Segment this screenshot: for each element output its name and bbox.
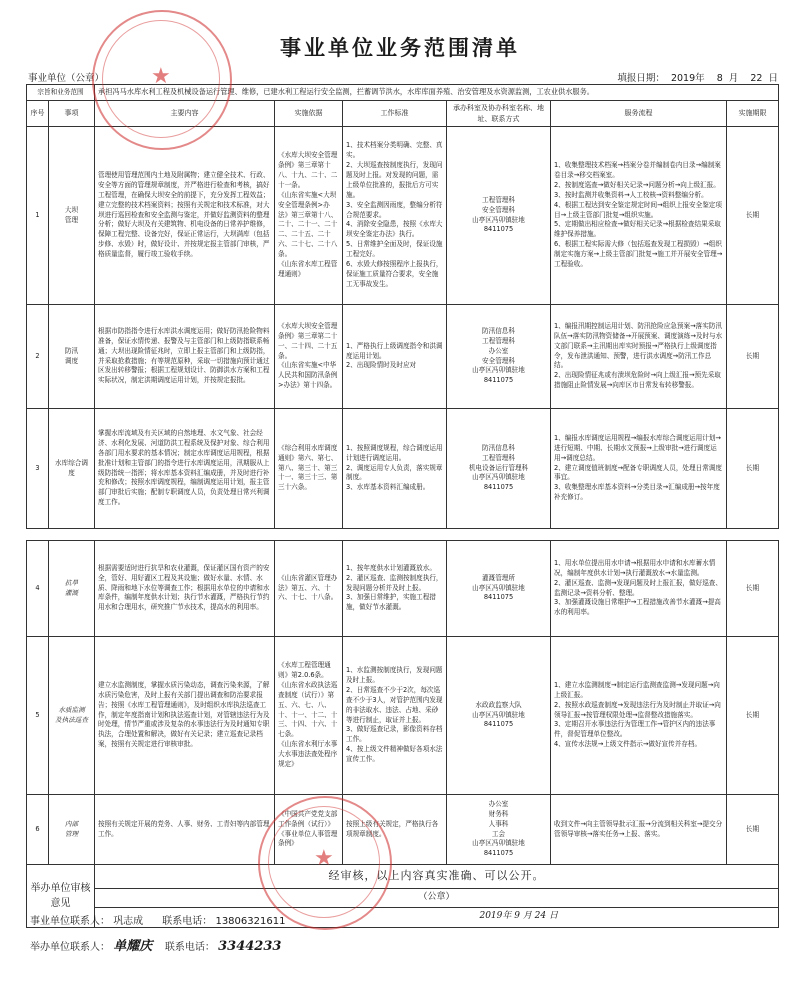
- row-basis: 《综合利用水库调度通则》第六、第七、第八、第三十、第三十一、第三十三、第三十六条。: [275, 409, 343, 529]
- row-basis: 《水库大坝安全管理条例》第三章第十八、十九、二十、二十一条。 《山东省实施<大坝安全管理条例>办法》第三章第十八、二十、二十一、二十二、二十五、二十六、二十七、二十八条。 《山东省水库工程管理通则》: [275, 127, 343, 305]
- approval-date: 2019年 9 月 24 日: [95, 907, 779, 927]
- host-contact-signature: 单耀庆: [113, 939, 153, 954]
- unit-contact-label: 事业单位联系人：: [30, 916, 110, 927]
- row-item: 水质监测 及执法巡查: [49, 637, 95, 795]
- header-seq: 序号: [27, 101, 49, 127]
- table-row: [27, 795, 779, 865]
- row-tasks: 1、按年度供水计划灌溉放水。 2、灌区巡查、监测按制度执行，发现问题分析并及时上报。 3、加强日常维护，实施工程措施，做好节水灌溉。: [343, 541, 447, 637]
- header-content: 主要内容: [95, 101, 275, 127]
- header-office: 承办科室及协办科室名称、地址、联系方式: [447, 101, 551, 127]
- scope-text: 承担冯马水库水利工程及机械设备运行管理、维修，已建水利工程运行安全监测，拦蓄调节洪水，水库库面养殖、治安管理及水资源监测，工农业供水服务。: [95, 85, 779, 101]
- approval-seal: （公章）: [95, 889, 779, 908]
- approval-text: 经审核，以上内容真实准确、可以公开。: [95, 865, 779, 889]
- host-contact-label: 举办单位联系人：: [30, 942, 110, 953]
- row-content: 按照有关规定开展的党务、人事、财务、工青妇等内部管理工作。: [95, 795, 275, 865]
- row-item: 防汛 调度: [49, 305, 95, 409]
- row-basis: 《水库大坝安全管理条例》第三章第二十一、二十四、二十五条。 《山东省实施<中华人民共和国防汛条例>办法》第十四条。: [275, 305, 343, 409]
- row-tasks: 1、水监测按制度执行，发现问题及时上报。 2、日常巡查不少于2次，每次巡查不少于3人，对管护范围内发现的非法取水、违法、占地、采砂等进行制止，取证并上报。 3、做好巡查记录，影像资料存档工作。 4、按上级文件精神做好各项水法宣传工作。: [343, 637, 447, 795]
- scope-label: 宗旨和业务范围: [27, 85, 95, 101]
- business-scope-table-top: [26, 84, 779, 529]
- row-process: 1、用水单位提出用水申请→根据用水申请和水库蓄水情况，编制年度供水计划→执行灌溉放水→水量监测。 2、灌区巡查、监测→发现问题及时上报汇报，做好巡查、监测记录→资料分析、整理。 3、加强灌溉设施日常维护→工程措施改善节水灌溉→提高水的利用率。: [551, 541, 727, 637]
- meta-row: [28, 70, 778, 84]
- header-item: 事项: [49, 101, 95, 127]
- row-tasks: 1、严格执行上级调度指令和洪调度运用计划。 2、出现险情时及时应对: [343, 305, 447, 409]
- row-process: 1、编报汛期控制运用计划、防汛抢险应急预案→落实防汛队伍→落实防汛物资储备→开展预案、调度演练→及时与水文部门联系→主汛期出库实时预报→严格执行上级调度指令，发布泄洪通知、预警，进行洪水调度→防汛工作总结。 2、出现险情征兆或有溃坝危险时→向上级汇报→预先采取措施阻止险情发展→向库区市日常发布转移警报。: [551, 305, 727, 409]
- row-process: 1、收集整理技术档案→档案分卷并编制卷内目录→编制案卷目录→移交档案室。 2、按制度巡查→做好相关记录→问题分析→向上级汇报。 3、按时监测并收集资料→人工校核→资料整编分析。 4、根据工程达到安全鉴定规定时间→组织上报安全鉴定项目→上级主管部门批复→组织实施。 5、定期做出相应检查→做好相关记录→根据检查结果采取维护保养措施。 6、根据工程实际需大修（包括巡查发现工程损毁）→组织制定实施方案→上级主管部门批复→施工并开展安全管理→工程验收。: [551, 127, 727, 305]
- table-row: [27, 305, 779, 409]
- row-basis: 《中国共产党党支部工作条例（试行）》 《事业单位人事管理条例》: [275, 795, 343, 865]
- header-basis: 实施依据: [275, 101, 343, 127]
- seal-star-icon: ★: [314, 846, 334, 871]
- table-row: [27, 541, 779, 637]
- row-content: 建立水监测制度，掌握水质污染动态，调查污染来源，了解水质污染危害，及时上报有关部门提出调查和防治要求报告；按照《水库工程管理通则》，及时组织水库执法巡查工作，制定年度指南计划和执法巡查计划，对管辖违法行为及时处理，情节严重或涉及复杂的水事违法行为及时通知专职执法，合理处置和解决，做好有关记录；建立巡查记录档案，按照有关规定进行审核审批。: [95, 637, 275, 795]
- row-tasks: 1、技术档案分类明确、完整、真实。 2、大坝巡查按制度执行，发现问题及时上报。对发现的问题，需上级单位批准的，报批后方可实施。 3、安全监测因雨度，整编分析符合规范要求。 4、消除安全隐患，按照《水库大坝安全鉴定办法》执行。 5、日常维护全面及时，保证设施工程完好。 6、水毁大修按照程序上报执行，保证施工质量符合要求，安全施工无事故发生。: [343, 127, 447, 305]
- row-basis: 《水库工程管理通则》第2.0.6条。 《山东省水政执法巡查制度（试行）》第五、六、七、八、十、十一、十二、十三、十四、十六、十七条。 《山东省水利厅水事大水事违法查处程序规定》: [275, 637, 343, 795]
- row-period: 长期: [727, 127, 779, 305]
- unit-label: 事业单位（公章）: [28, 73, 105, 84]
- host-phone-label: 联系电话：: [164, 942, 215, 953]
- row-office: 防汛信息科 工程管理科 办公室 安全管理科 山亭区冯卯镇驻地 8411075: [447, 305, 551, 409]
- row-content: 掌握水库流域及有关区域的自然地理、水文气象、社会经济、水利化发展、河道防洪工程系统及保护对象、综合利用各部门用水要求的基本情况；制定水库调度运用规程，根据批准计划和主管部门的指令进行水库调度运用，汛期服从上级防指统一指挥；将水库基本资料汇编成册，并及时进行补充和修改；按照水库调度规程，编制调度运用计划，报主管部门审批后实施；配制专职调度人员，负责处理日常兴利调度工作。: [95, 409, 275, 529]
- unit-contact-name: 巩志成: [113, 916, 144, 927]
- row-tasks: 1、按照调度规程，综合调度运用计划进行调度运用。 2、调度运用专人负责，落实规章制度。 3、水库基本资料汇编成册。: [343, 409, 447, 529]
- business-scope-table-bottom: [26, 540, 779, 928]
- approval-label: 举办单位审核意见: [27, 865, 95, 928]
- document-title: 事业单位业务范围清单: [280, 35, 520, 60]
- row-period: 长期: [727, 795, 779, 865]
- table-row: [27, 127, 779, 305]
- table-row: [27, 637, 779, 795]
- row-office: 水政政监察大队 山亭区冯卯镇驻地 8411075: [447, 637, 551, 795]
- row-content: 根据市防指指令进行水库洪水调度运用；做好防汛抢险物料准备，保证水情传递、报警及与主管部门和上级防指联系畅通；大坝出现险情征兆时，立即上报主管部门和上级防指，并采取抢救措施；有等规范原种，采取一切措施向预计通过区发出转移警报；根据工程规划设计、防御洪水方案和工程实际状况，制定洪期调度运用计划，并按规定报批。: [95, 305, 275, 409]
- row-seq: 5: [27, 637, 49, 795]
- row-process: 1、编报水库调度运用规程→编报水库综合调度运用计划→进行短期、中期、长期水文预报→上级审批→进行调度运用→调度总结。 2、建立调度值班制度→配备专职调度人员，处理日常调度事宜。 3、收集整理水库基本资料→分类目录→汇编成册→按年度补充修订。: [551, 409, 727, 529]
- row-seq: 6: [27, 795, 49, 865]
- row-seq: 4: [27, 541, 49, 637]
- row-seq: 3: [27, 409, 49, 529]
- host-contact-line: [30, 935, 281, 954]
- header-process: 服务流程: [551, 101, 727, 127]
- row-content: 根据需要适时进行抗旱和农业灌溉，保证灌区国有资产的安全，管好、用好灌区工程及其设施；做好水量、水情、水质、降雨和地下水位等调查工作；根据用水单位的申请和水库条件，编制年度供水计划；执行节水灌溉，严格执行节约用水和合理用水，研究推广节水技术，提高水的利用率。: [95, 541, 275, 637]
- header-period: 实施期限: [727, 101, 779, 127]
- unit-phone: 13806321611: [215, 916, 286, 927]
- row-tasks: 按照上级有关规定，严格执行各项规章制度。: [343, 795, 447, 865]
- row-period: 长期: [727, 305, 779, 409]
- row-office: 灌溉管理所 山亭区冯卯镇驻地 8411075: [447, 541, 551, 637]
- seal-star-icon: ★: [151, 64, 171, 89]
- row-item: 内部 管理: [49, 795, 95, 865]
- row-office: 工程管理科 安全管理科 山亭区冯卯镇驻地 8411075: [447, 127, 551, 305]
- row-seq: 2: [27, 305, 49, 409]
- fill-date: 填报日期： 2019年 8 月 22 日: [617, 73, 778, 84]
- row-item: 抗旱 灌溉: [49, 541, 95, 637]
- row-item: 大坝 管理: [49, 127, 95, 305]
- host-phone: 3344233: [218, 939, 282, 954]
- row-seq: 1: [27, 127, 49, 305]
- header-tasks: 工作标准: [343, 101, 447, 127]
- row-item: 水库综合调度: [49, 409, 95, 529]
- row-period: 长期: [727, 409, 779, 529]
- row-office: 防汛信息科 工程管理科 机电设备运行管理科 山亭区冯卯镇驻地 8411075: [447, 409, 551, 529]
- row-content: 管理使用管理范围内土地及附属物；建立健全技术、行政、安全等方面的管理规章制度，并严格进行检查和考核，搞好工程管理，在确保大坝安全的前提下，充分发挥工程效益；建立完整的技术档案资料；按照有关规定和技术标准，对大坝进行巡回检查和安全监测与鉴定，并做好监测资料的整理分析；做好大坝及有关建筑物、机电设备的日常养护维修，保障工程完整、设备完好，保证正常运行，大坝满库（包括步修、水毁）时，做好设计、并按规定报主管部门审核，严格质量监督，履行竣工验收手续。: [95, 127, 275, 305]
- unit-phone-label: 联系电话：: [162, 916, 213, 927]
- unit-contact-line: [30, 912, 285, 927]
- row-process: 1、建立水监测制度→制定运行监测查监测→发现问题→向上级汇报。 2、按照水政巡查制度→发现违法行为及时制止并取证→向领导汇报→按管理权限处理→监督整改措施落实。 3、定期召开水事违法行为管理工作→管护区内的违法事件，督促管理单位整改。 4、宣传水法规→上级文件指示→做好宣传并存档。: [551, 637, 727, 795]
- row-period: 长期: [727, 541, 779, 637]
- row-basis: 《山东省灌区管理办法》第五、六、十六、十七、十八条。: [275, 541, 343, 637]
- row-office: 办公室 财务科 人事科 工会 山亭区冯卯镇驻地 8411075: [447, 795, 551, 865]
- row-process: 收到文件→向主管领导批示汇报→分流到相关科室→提交分管领导审核→落实任务→上报、落实。: [551, 795, 727, 865]
- row-period: 长期: [727, 637, 779, 795]
- approval-row: [27, 865, 779, 889]
- table-row: [27, 409, 779, 529]
